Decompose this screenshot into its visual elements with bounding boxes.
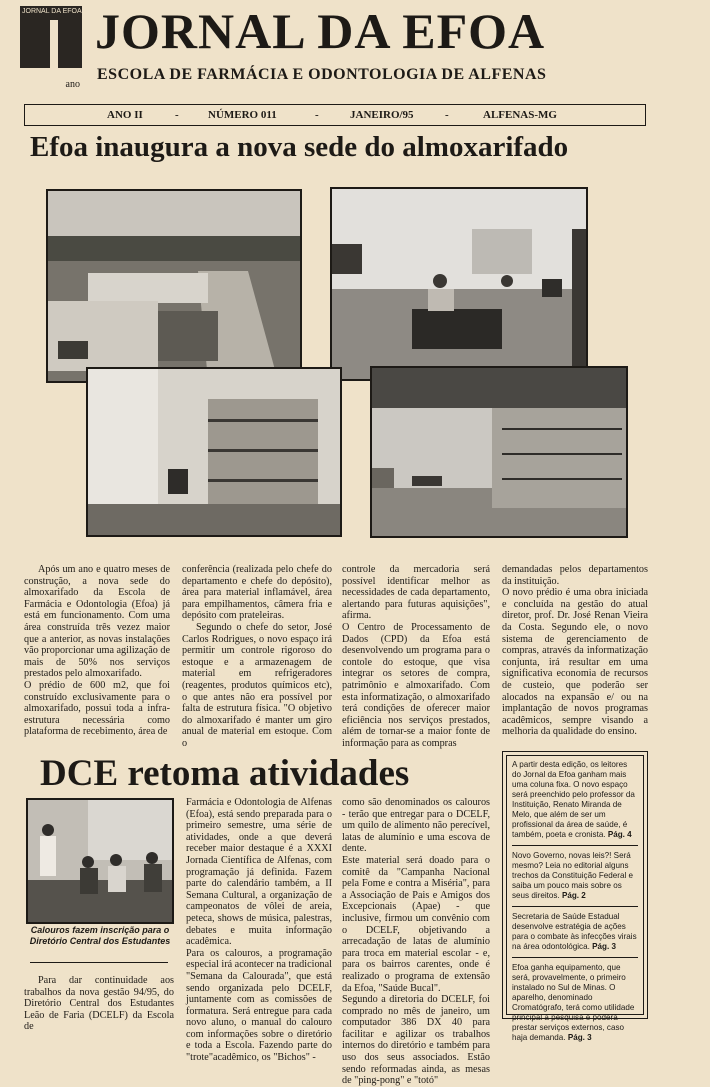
article-column-2 [182,564,332,750]
article-column-3 [342,564,490,750]
article-column-1 [24,975,174,1033]
article-paragraph: conferência (realizada pelo chefe do departamento e chefe do depósito), área para material inflamável, área para empilhamentos, câmera fria e depósito com prateleiras. [182,564,332,622]
highlight-text: A partir desta edição, os leitores do Jornal da Efoa ganham mais uma coluna fixa. O novo espaço será preenchido pelo professor da Instituição, Renato Miranda de Melo, que além de ser um profissional da área de saúde, é também, poeta e cronista. [512,760,635,839]
article-paragraph: Segundo a diretoria do DCELF, foi comprado no mês de janeiro, um computador 386 DX 40 para facilitar e agilizar os trabalhos internos do diretório e também para uso dos seus associados. Estão sendo reformadas ainda, as mesas de "ping-pong" e "totó" [342,994,490,1087]
article-paragraph: como são denominados os calouros - terão que entregar para o DCELF, um quilo de alimento não perecível, latas de alumínio e uma escova de dente. [342,797,490,855]
article-headline: Efoa inaugura a nova sede do almoxarifado [30,131,569,163]
highlight-item [512,760,638,840]
page-reference: Pág. 3 [592,942,616,951]
highlights-box [502,751,648,1042]
article-headline: DCE retoma atividades [40,753,410,794]
office-staff-photo [330,187,588,381]
article-paragraph: controle da mercadoria será possível identificar melhor as necessidades de cada departamento, alertando para futuras aquisições", afirma. [342,564,490,622]
issue-year: ANO II [107,109,143,121]
page-reference: Pág. 4 [607,830,632,839]
divider [512,957,638,958]
issue-separator: - [175,109,179,121]
highlight-text: Efoa ganha equipamento, que será, provavelmente, o primeiro instalado no Sul de Minas. O aparelho, denominado Cromatógrafo, terá como utilidade principal a pesquisa e poderá prestar serviços externos, caso haja demanda. [512,963,635,1042]
newspaper-title: JORNAL DA EFOA [95,3,546,59]
article-column-4 [502,564,648,738]
photo-caption: Calouros fazem inscrição para o Diretório Central dos Estudantes [29,925,171,946]
divider [512,906,638,907]
article-paragraph: Este material será doado para o comitê da "Campanha Nacional pela Fome e contra a Miséria", para a Associação de Pais e Amigos dos Excepcionais (Apae) - que inclusive, firmou um convênio com o DCELF, objetivando a arrecadação de latas de alumínio para troca em material escolar - e, para os bairros carentes, onde é realizado o programa de extensão da Efoa, "Saúde Bucal". [342,854,490,994]
newspaper-logo [20,6,82,92]
students-registration-photo [26,798,174,924]
article-paragraph: Para dar continuidade aos trabalhos da nova gestão 94/95, do Diretório Central dos Estudantes Leão de Faria (DCELF) da Escola de [24,975,174,1033]
page-reference: Pág. 2 [561,891,586,900]
warehouse-photo [370,366,628,538]
article-paragraph: demandadas pelos departamentos da instituição. [502,564,648,587]
divider [30,962,168,963]
issue-city: ALFENAS-MG [483,109,557,121]
highlight-text: Novo Governo, novas leis?! Será mesmo? Leia no editorial alguns trechos da Constituição Federal e saiba um pouco mais sobre os seus direitos. [512,851,634,900]
page-reference: Pág. 3 [567,1033,592,1042]
logo-bar [50,20,58,68]
article-column-1 [24,564,170,738]
highlight-item [512,963,638,1043]
highlight-item [512,912,638,952]
highlight-text: Secretaria de Saúde Estadual desenvolve estratégia de ações para o combate às infecções virais na área odontológica. [512,912,637,951]
article-paragraph: Segundo o chefe do setor, José Carlos Rodrigues, o novo espaço irá permitir um controle rigoroso do estoque e a armazenagem de material em refrigeradores (reagentes, produtos químicos etc), o que antes não era possível por falta de estrutura física. "O objetivo do almoxarifado é manter um giro anual de material em estoque. Com o [182,621,332,749]
issue-number: NÚMERO 011 [208,109,277,121]
article-paragraph: O prédio de 600 m2, que foi construído exclusivamente para o almoxarifado, possui toda a infra-estrutura necessária como plataforma de recebimento, área de [24,679,170,738]
article-paragraph: Após um ano e quatro meses de construção, a nova sede do almoxarifado da Escola de Farmácia e Odontologia (Efoa) já está em funcionamento. Com uma área construída três vezez maior que a anterior, as novas instalações vão proporcionar uma agilização de mais de 50% nos serviços prestados pelo almoxarifado. [24,564,170,680]
divider [512,845,638,846]
article-paragraph: O Centro de Processamento de Dados (CPD) da Efoa está desenvolvendo um programa para o contole do estoque, que visa integrar os setores de compra, patrimônio e almoxarifado. Com esta informatização, o almoxarifado terá condições de oferecer maior eficiência nos serviços prestados, além de tornar-se a maior fonte de informação para as compras [342,621,490,749]
newspaper-subtitle: ESCOLA DE FARMÁCIA E ODONTOLOGIA DE ALFENAS [97,66,547,83]
issue-separator: - [315,109,319,121]
highlight-item [512,851,638,901]
article-paragraph: Farmácia e Odontologia de Alfenas (Efoa), está sendo preparada para o primeiro semestre, uma série de atividades, onde a que deverá receber maior destaque é a XXXI Jornada Científica de Alfenas, com programação já definida. Fazem parte do calendário também, a II Semana Cultural, a organização de campeonatos de vôlei de areia, peteca, shows de música, palestras, debates e muita informação acadêmica. [186,797,332,948]
article-paragraph: Para os calouros, a programação especial irá acontecer na tradicional "Semana da Calourada", que está sendo organizada pelo DCELF, juntamente com as comissões de formatura. Será entregue para cada novo aluno, o manual do calouro com informações sobre o diretório e toda a Escola. Fazendo parte do "trote"acadêmico, os "Bichos" - [186,947,332,1064]
issue-info-bar [24,104,646,126]
article-column-3 [342,797,490,1087]
aerial-campus-photo [46,189,302,383]
issue-date: JANEIRO/95 [350,109,414,121]
logo-year-label: ano [65,79,80,90]
shelving-room-photo [86,367,342,537]
logo-text: JORNAL DA EFOA [22,8,82,15]
issue-separator: - [445,109,449,121]
article-paragraph: O novo prédio é uma obra iniciada e concluída na gestão do atual diretor, prof. Dr. José Renan Vieira da Costa. Segundo ele, o novo sistema de gerenciamento de compras, através da informatização conjunta, irá resultar em uma significativa economia de recursos de custeio, que poderão ser alocados na expansão e/ ou na implantação de novos programas acadêmicos, sempre visando a melhoria da qualidade do ensino. [502,587,648,738]
